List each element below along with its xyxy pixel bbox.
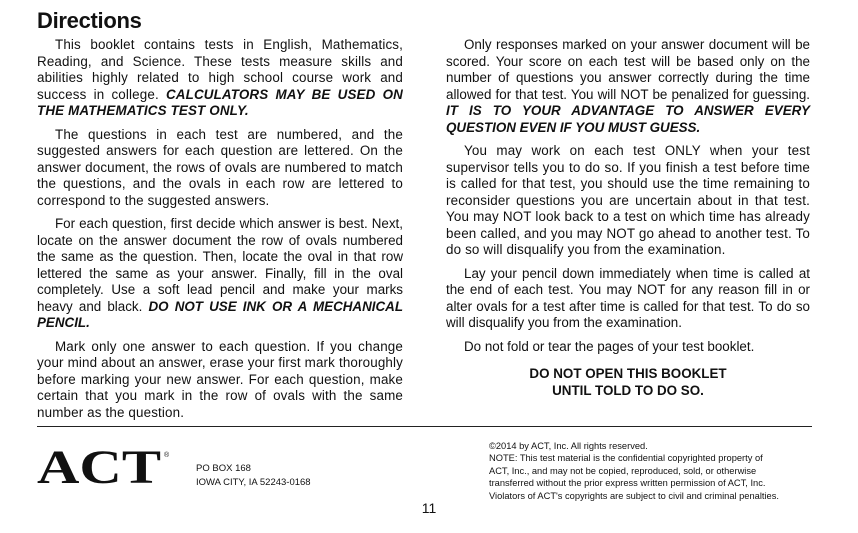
paragraph-pencil-down <box>446 266 810 332</box>
left-column <box>37 37 403 428</box>
page-title: Directions <box>37 8 142 33</box>
paragraph-scoring <box>446 37 810 136</box>
mailing-address <box>196 462 311 490</box>
guessing-notice: IT IS TO YOUR ADVANTAGE TO ANSWER EVERY QUESTION EVEN IF YOU MUST GUESS. <box>446 103 810 135</box>
registered-mark: ® <box>164 452 170 459</box>
paragraph-marking-instructions <box>37 216 403 332</box>
paragraph-change-answer <box>37 339 403 422</box>
calculator-notice: CALCULATORS MAY BE USED ON THE MATHEMATICS TEST ONLY. <box>37 86 403 118</box>
act-logo-text: ACT <box>37 443 161 489</box>
paragraph-text: Mark only one answer to each question. If you change your mind about an answer, erase your first mark thoroughly before marking your new answer. For each question, make certain that you mark in the row of ovals with the same number as the question. <box>37 338 403 420</box>
act-logo <box>37 443 175 489</box>
copyright-line: ACT, Inc., and may not be copied, reproduced, sold, or otherwise <box>489 465 757 476</box>
paragraph-text: Do not fold or tear the pages of your test booklet. <box>464 338 755 354</box>
paragraph-booklet-care <box>446 339 810 356</box>
copyright-line: transferred without the prior express written permission of ACT, Inc. <box>489 478 766 489</box>
do-not-open-notice <box>446 365 810 399</box>
footer-divider <box>37 426 812 427</box>
paragraph-text: The questions in each test are numbered, and the suggested answers for each question are lettered. On the answer document, the rows of ovals are numbered to match the questions, and the ovals in each row are lettered to correspond to the suggested answers. <box>37 126 403 208</box>
paragraph-timing <box>446 143 810 259</box>
paragraph-text: For each question, first decide which answer is best. Next, locate on the answer document the row of ovals numbered the same as the question. Then, locate the oval in that row lettered the same as your answer. Finally, fill in the oval completely. Use a soft lead pencil and make your marks heavy and black. <box>37 216 403 314</box>
copyright-line: Violators of ACT's copyrights are subject to civil and criminal penalties. <box>489 490 779 501</box>
paragraph-text: This booklet contains tests in English, Mathematics, Reading, and Science. These tests measure skills and abilities highly related to high school course work and success in college. <box>37 37 403 102</box>
copyright-line: ©2014 by ACT, Inc. All rights reserved. <box>489 441 648 451</box>
right-column <box>446 37 810 406</box>
page-number: 11 <box>421 500 437 516</box>
paragraph-text: Lay your pencil down immediately when time is called at the end of each test. You may NOT for any reason fill in or alter ovals for a test after time is called for that test. To do so will disqualify you from the examination. <box>446 265 810 330</box>
closing-line: UNTIL TOLD TO DO SO. <box>552 383 704 398</box>
closing-line: DO NOT OPEN THIS BOOKLET <box>529 366 727 381</box>
paragraph-text: Only responses marked on your answer document will be scored. Your score on each test will be based only on the number of questions you answer correctly during the time allowed for that test. You will NOT be penalized for guessing. <box>446 37 810 102</box>
copyright-notice <box>489 440 829 502</box>
address-line: PO BOX 168 <box>196 463 251 474</box>
copyright-line: NOTE: This test material is the confidential copyrighted property of <box>489 453 763 464</box>
paragraph-numbering <box>37 127 403 210</box>
pencil-notice: DO NOT USE INK OR A MECHANICAL PENCIL. <box>37 298 403 330</box>
address-line: IOWA CITY, IA 52243-0168 <box>196 477 311 488</box>
paragraph-text: You may work on each test ONLY when your test supervisor tells you to do so. If you finish a test before time is called for that test, you should use the time remaining to reconsider questions you are uncertain about in that test. You may NOT look back to a test on which time has already been called, and you may NOT go ahead to another test. To do so will disqualify you from the examination. <box>446 143 810 257</box>
paragraph-test-overview <box>37 37 403 120</box>
